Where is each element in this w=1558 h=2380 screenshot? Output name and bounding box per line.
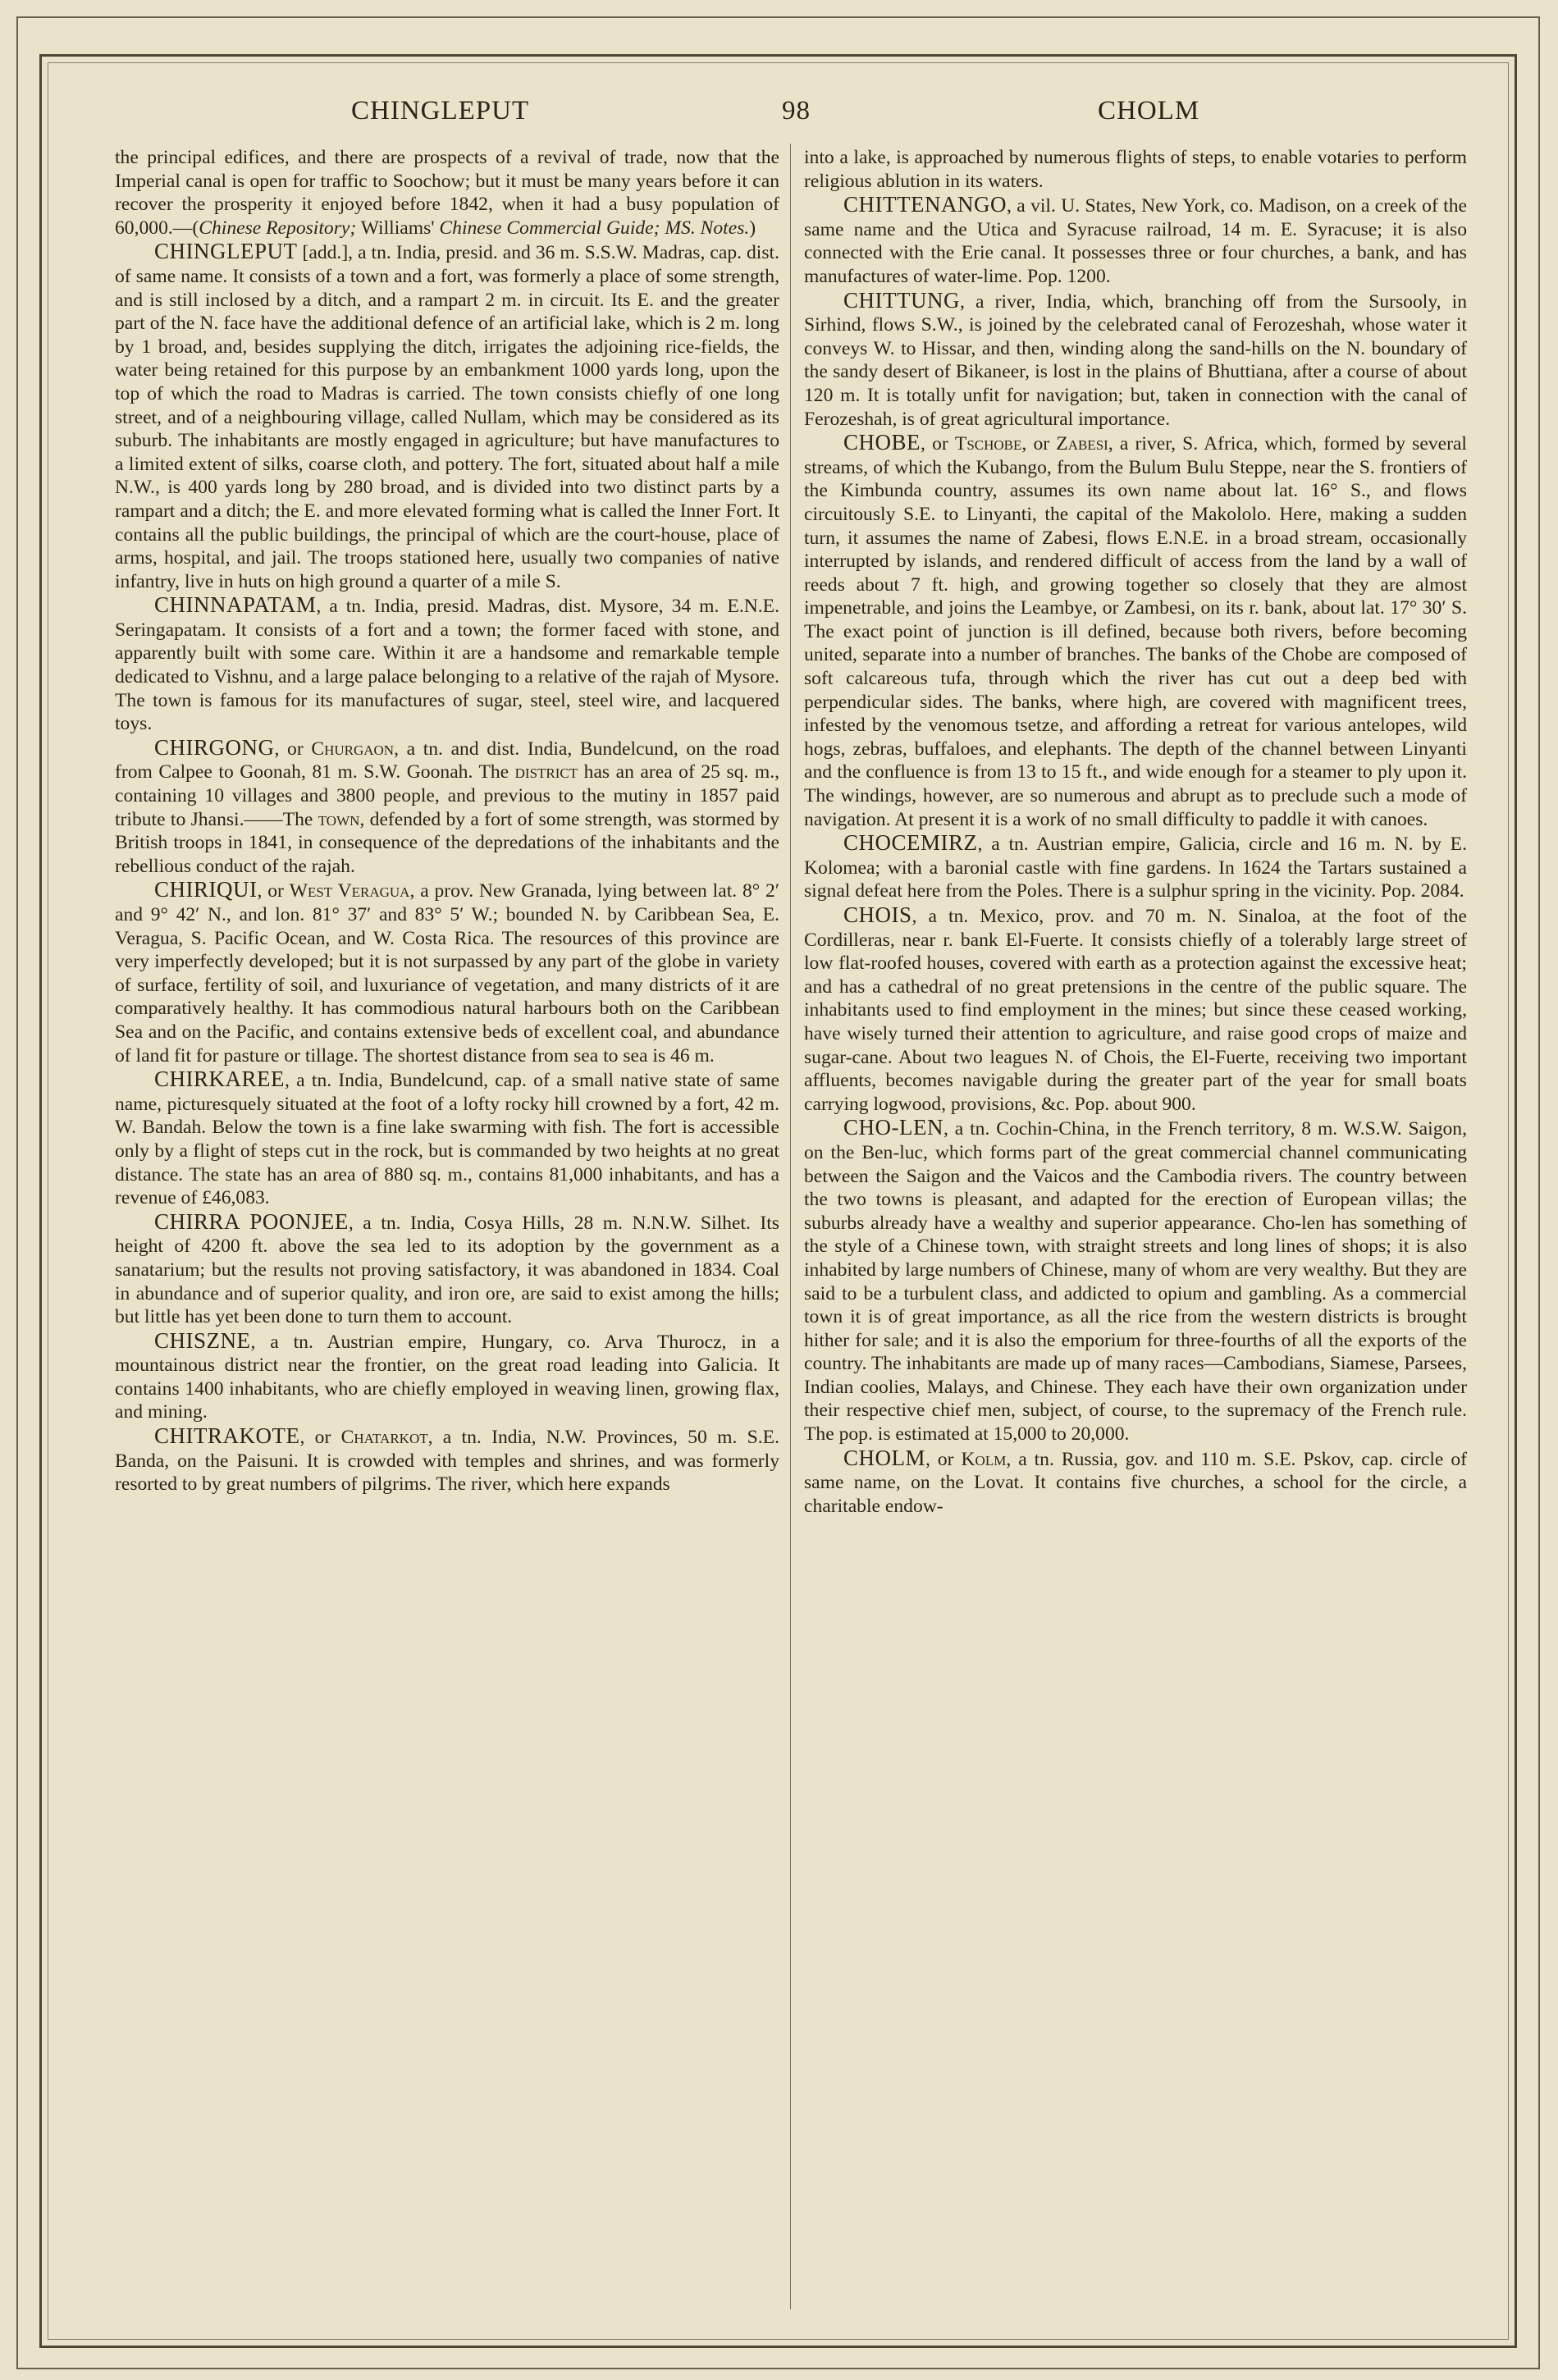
- headword: CHINNAPATAM: [154, 592, 317, 618]
- left-column: [115, 146, 779, 1496]
- entry-chiriqui: CHIRIQUI, or West Veragua, a prov. New Granada, lying between lat. 8° 2′ and 9° 42′ N., and lon. 81° 37′ and 83° 5′ W.; bounded N. by Caribbean Sea, E. Veragua, S. Pacific Ocean, and W. Costa Rica. The resources of this province are very imperfectly developed; but it is not surpassed by any part of the globe in variety of surface, fertility of soil, and luxuriance of vegetation, and many districts of it are comparatively healthy. It has commodious natural harbours both on the Caribbean Sea and on the Pacific, and contains extensive beds of excellent coal, and abundance of land fit for pasture or tillage. The shortest distance from sea to sea is 46 m.: [115, 877, 779, 1067]
- entry-chittenango: CHITTENANGO, a vil. U. States, New York, co. Madison, on a creek of the same name and the Utica and Syracuse railroad, 14 m. E. Syracuse; it is also connected with the Erie canal. It possesses three or four churches, a bank, and has manufactures of water-lime. Pop. 1200.: [804, 192, 1467, 287]
- headword: CHOCEMIRZ: [843, 830, 978, 856]
- header-left-term: CHINGLEPUT: [351, 96, 530, 126]
- entry-chois: CHOIS, a tn. Mexico, prov. and 70 m. N. Sinaloa, at the foot of the Cordilleras, near r. bank El-Fuerte. It consists chiefly of a tolerably large street of low flat-roofed houses, covered with earth as a protection against the excessive heat; and has a cathedral of no great pretensions in the centre of the public square. The inhabitants used to find employment in the mines; but since these ceased working, have wisely turned their attention to agriculture, and raise good crops of maize and sugar-cane. About two leagues N. of Chois, the El-Fuerte, receiving two important affluents, becomes navigable during the greater part of the year for small boats carrying logwood, provisions, &c. Pop. about 900.: [804, 902, 1467, 1115]
- headword: CHIRIQUI: [154, 877, 258, 902]
- headword: CHO-LEN: [843, 1115, 943, 1140]
- headword: CHIRRA POONJEE: [154, 1208, 349, 1234]
- entry-chittung: CHITTUNG, a river, India, which, branching off from the Sursooly, in Sirhind, flows S.W., is joined by the celebrated canal of Ferozeshah, whose water it conveys W. to Hissar, and then, winding along the sand-hills on the N. boundary of the sandy desert of Bikaneer, is lost in the plains of Bhuttiana, after a course of about 120 m. It is totally unfit for navigation; but, taken in connection with the canal of Ferozeshah, is of great agricultural importance.: [804, 287, 1467, 430]
- entry-chirkaree: CHIRKAREE, a tn. India, Bundelcund, cap. of a small native state of same name, picturesquely situated at the foot of a lofty rocky hill crowned by a fort, 42 m. W. Bandah. Below the town is a fine lake swarming with fish. The fort is accessible only by a flight of steps cut in the rock, but is commanded by two heights at no great distance. The state has an area of 880 sq. m., contains 81,000 inhabitants, and has a revenue of £46,083.: [115, 1067, 779, 1209]
- header-right-term: CHOLM: [1098, 96, 1200, 126]
- headword: CHITTUNG: [843, 287, 960, 313]
- entry-cholm: CHOLM, or Kolm, a tn. Russia, gov. and 110 m. S.E. Pskov, cap. circle of same name, on the Lovat. It contains five churches, a school for the circle, a charitable endow-: [804, 1445, 1467, 1517]
- entry-chitrakote: CHITRAKOTE, or Chatarkot, a tn. India, N.W. Provinces, 50 m. S.E. Banda, on the Paisuni. It is crowded with temples and shrines, and was formerly resorted to by great numbers of pilgrims. The river, which here expands: [115, 1423, 779, 1496]
- headword: CHISZNE: [154, 1327, 251, 1353]
- headword: CHIRGONG: [154, 734, 275, 760]
- headword: CHOBE: [843, 430, 921, 455]
- entry-chiszne: CHISZNE, a tn. Austrian empire, Hungary, co. Arva Thurocz, in a mountainous district near the frontier, on the great road leading into Galicia. It contains 1400 inhabitants, who are chiefly employed in weaving linen, growing flax, and mining.: [115, 1327, 779, 1423]
- entry-continuation: the principal edifices, and there are prospects of a revival of trade, now that the Imperial canal is open for traffic to Soochow; but it must be many years before it can recover the prosperity it enjoyed before 1842, when it had a busy population of 60,000.—(Chinese Repository; Williams' Chinese Commercial Guide; MS. Notes.): [115, 147, 779, 239]
- headword: CHINGLEPUT: [154, 239, 298, 264]
- running-header: [115, 96, 1469, 129]
- headword: CHITRAKOTE: [154, 1423, 300, 1449]
- page-number: 98: [782, 96, 811, 126]
- entry-chocemirz: CHOCEMIRZ, a tn. Austrian empire, Galicia, circle and 16 m. N. by E. Kolomea; with a baronial castle with fine gardens. In 1624 the Tartars sustained a signal defeat here from the Poles. There is a sulphur spring in the vicinity. Pop. 2084.: [804, 830, 1467, 902]
- headword: CHITTENANGO: [843, 192, 1007, 217]
- entry-chirra-poonjee: CHIRRA POONJEE, a tn. India, Cosya Hills, 28 m. N.N.W. Silhet. Its height of 4200 ft. above the sea led to its adoption by the government as a sanatarium; but the results not proving satisfactory, it was abandoned in 1834. Coal in abundance and of superior quality, and iron ore, are said to exist among the hills; but little has yet been done to turn them to account.: [115, 1208, 779, 1328]
- headword: CHIRKAREE: [154, 1067, 285, 1092]
- entry-continuation: into a lake, is approached by numerous flights of steps, to enable votaries to perform religious ablution in its waters.: [804, 147, 1467, 192]
- entry-chinnapatam: CHINNAPATAM, a tn. India, presid. Madras, dist. Mysore, 34 m. E.N.E. Seringapatam. It consists of a fort and a town; the former faced with stone, and apparently built with some care. Within it are a handsome and remarkable temple dedicated to Vishnu, and a large palace belonging to a relative of the rajah of Mysore. The town is famous for its manufactures of sugar, steel, steel wire, and lacquered toys.: [115, 592, 779, 735]
- entry-chobe: CHOBE, or Tschobe, or Zabesi, a river, S. Africa, which, formed by several streams, of which the Kubango, from the Bulum Bulu Steppe, near the S. frontiers of the Kimbunda country, assumes its own name about lat. 16° S., and flows circuitously S.E. to Linyanti, the capital of the Makololo. Here, making a sudden turn, it assumes the name of Zabesi, flows E.N.E. in a broad stream, occasionally interrupted by islands, and rendered difficult of access from the land by a wall of reeds about 7 ft. high, and growing together so closely that they are almost impenetrable, and joins the Leambye, or Zambesi, on its r. bank, about lat. 17° 30′ S. The exact point of junction is ill defined, because both rivers, before becoming united, separate into a number of branches. The banks of the Chobe are composed of soft calcareous tufa, through which the river has cut out a deep bed with perpendicular sides. The banks, where high, are covered with magnificent trees, infested by the venomous tsetze, and affording a retreat for various antelopes, wild hogs, zebras, buffaloes, and elephants. The depth of the channel between Linyanti and the confluence is from 13 to 15 ft., and wide enough for a steamer to ply upon it. The windings, however, are so numerous and abrupt as to preclude such a mode of navigation. At present it is a work of no small difficulty to paddle it with canoes.: [804, 430, 1467, 830]
- column-divider: [790, 144, 791, 2309]
- headword: CHOIS: [843, 902, 912, 927]
- entry-chingleput: CHINGLEPUT [add.], a tn. India, presid. and 36 m. S.S.W. Madras, cap. dist. of same name. It consists of a town and a fort, was formerly a place of some strength, and is still inclosed by a ditch, and a rampart 2 m. in circuit. Its E. and the greater part of the N. face have the additional defence of an artificial lake, which is 2 m. long by 1 broad, and, besides supplying the ditch, irrigates the adjoining rice-fields, the water being retained for this purpose by an embankment 1000 yards long, upon the top of which the road to Madras is carried. The town consists chiefly of one long street, and of a neighbouring village, called Nullam, which may be considered as its suburb. The inhabitants are mostly engaged in agriculture; but have manufactures to a limited extent of silks, coarse cloth, and pottery. The fort, situated about half a mile N.W., is 400 yards long by 280 broad, and is divided into two distinct parts by a rampart and a ditch; the E. and more elevated forming what is called the Inner Fort. It contains all the public buildings, the principal of which are the court-house, place of arms, hospital, and jail. The troops stationed here, usually two companies of native infantry, live in huts on high ground a quarter of a mile S.: [115, 239, 779, 592]
- entry-cho-len: CHO-LEN, a tn. Cochin-China, in the French territory, 8 m. W.S.W. Saigon, on the Ben-luc, which forms part of the great commercial channel communicating between the Saigon and the Vaicos and the Cambodia rivers. The country between the two towns is pleasant, and adapted for the erection of European villas; the suburbs already have a wealthy and superior appearance. Cho-len has something of the style of a Chinese town, with straight streets and long lines of shops; it is also inhabited by large numbers of Chinese, many of whom are very wealthy. But they are said to be a turbulent class, and addicted to opium and gambling. As a commercial town it is of great importance, as all the rice from the western districts is brought hither for sale; and it is also the emporium for three-fourths of all the exports of the country. The inhabitants are made up of many races—Cambodians, Siamese, Parsees, Indian coolies, Malays, and Chinese. They each have their own organization under their respective chief men, subject, of course, to the supremacy of the French rule. The pop. is estimated at 15,000 to 20,000.: [804, 1115, 1467, 1446]
- right-column: [804, 146, 1467, 1518]
- entry-chirgong: CHIRGONG, or Churgaon, a tn. and dist. India, Bundelcund, on the road from Calpee to Goonah, 81 m. S.W. Goonah. The district has an area of 25 sq. m., containing 10 villages and 3800 people, and previous to the mutiny in 1857 paid tribute to Jhansi.——The town, defended by a fort of some strength, was stormed by British troops in 1841, in consequence of the depredations of the inhabitants and the rebellious conduct of the rajah.: [115, 734, 780, 877]
- headword: CHOLM: [843, 1445, 926, 1470]
